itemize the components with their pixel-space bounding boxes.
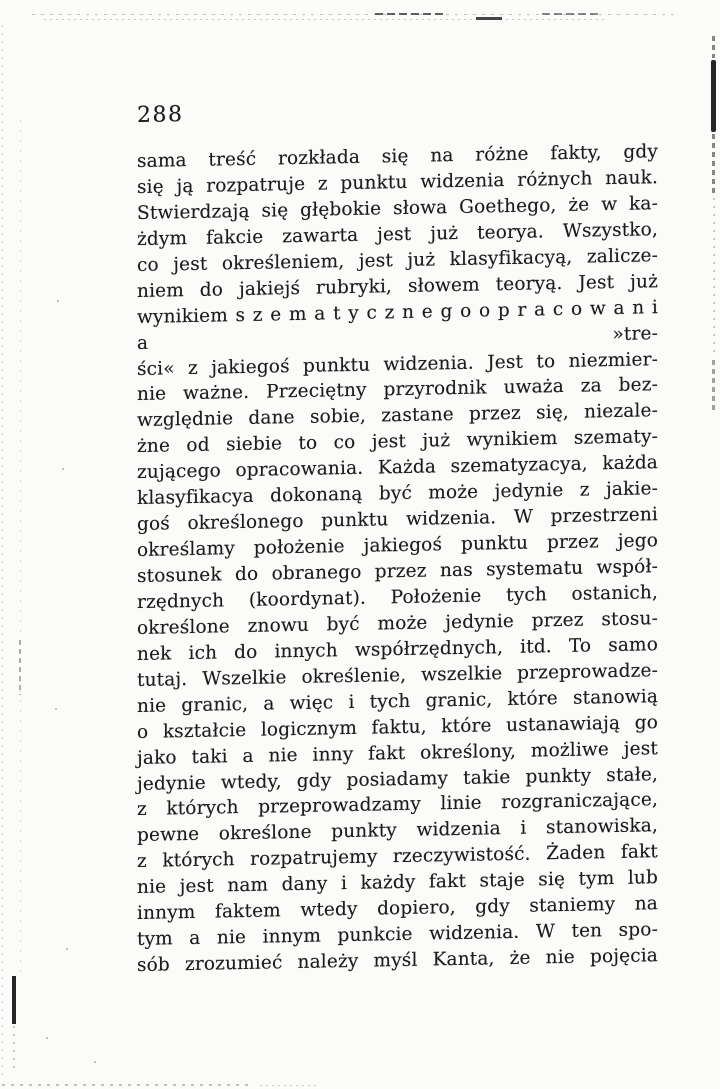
scan-artifact-right-bar-tail xyxy=(712,134,715,194)
body-text xyxy=(137,139,658,979)
text-line: określone znowu być może jedynie przez stosu- xyxy=(137,608,658,639)
text-line: stosunek do obranego przez nas systematu współ- xyxy=(137,556,658,587)
text-line: rzędnych (koordynat). Położenie tych ostanich, xyxy=(137,582,658,613)
text-line: o kształcie logicznym faktu, które ustanawiają go xyxy=(137,711,658,743)
text-line: się ją rozpatruje z punktu widzenia różnych nauk. xyxy=(137,167,658,198)
text-line: innym faktem wtedy dopiero, gdy staniemy na xyxy=(137,893,658,925)
text-line: żne od siebie to co jest już wynikiem szematy- xyxy=(137,426,658,458)
text-line: ści« z jakiegoś punktu widzenia. Jest to niezmier- xyxy=(137,348,658,380)
scan-artifact-left-dark-bar xyxy=(12,976,16,1024)
scan-artifact-right-dotted xyxy=(713,198,715,356)
text-line: sama treść rozkłada się na różne fakty, gdy xyxy=(137,141,658,172)
text-line: niem do jakiejś rubryki, słowem teoryą. Jest już xyxy=(137,270,658,302)
scan-artifact-right-dark-bar xyxy=(711,60,716,132)
text-block xyxy=(137,0,658,1089)
scan-artifact-left-dotted-line xyxy=(2,25,3,1075)
text-line: z których rozpatrujemy rzeczywistość. Żaden fakt xyxy=(137,841,658,873)
text-line: tutaj. Wszelkie określenie, wszelkie przeprowadze- xyxy=(137,659,658,691)
text-line: wynikiem s z e m a t y c z n e g o o p r a c o w a n i a »tre- xyxy=(137,296,658,354)
scan-speck xyxy=(57,300,59,302)
scan-speck xyxy=(62,468,64,470)
text-line: względnie dane sobie, zastane przez się, niezale- xyxy=(137,400,658,432)
text-line: Stwierdzają się głębokie słowa Goethego, że w ka- xyxy=(137,193,658,224)
page-number: 288 xyxy=(137,102,184,128)
text-line: nek ich do innych współrzędnych, itd. To samo xyxy=(137,633,658,665)
text-line: jedynie wtedy, gdy posiadamy takie punkty stałe, xyxy=(137,763,658,795)
text-line: co jest określeniem, jest już klasyfikacyą, zalicze- xyxy=(137,244,658,276)
text-line: sób zrozumieć należy myśl Kanta, że nie pojęcia xyxy=(137,945,658,977)
scan-artifact-left-dotted-line-2 xyxy=(20,120,21,975)
scan-artifact-left-bar-tail xyxy=(13,1026,15,1068)
scan-artifact-left-mid-dashes xyxy=(19,640,21,695)
text-line: określamy położenie jakiegoś punktu przez jego xyxy=(137,530,658,562)
text-line: jako taki a nie inny fakt określony, możliwe jest xyxy=(137,737,658,769)
text-line: klasyfikacya dokonaną być może jedynie z jakie- xyxy=(137,478,658,510)
text-line: goś określonego punktu widzenia. W przestrzeni xyxy=(137,504,658,536)
text-line: pewne określone punkty widzenia i stanowiska, xyxy=(137,815,658,847)
scan-speck xyxy=(55,708,57,710)
text-line: nie ważne. Przeciętny przyrodnik uważa za bez- xyxy=(137,374,658,406)
scan-artifact-right-lower-dashes xyxy=(712,360,715,412)
text-line: żdym fakcie zawarta jest już teorya. Wszystko, xyxy=(137,218,658,250)
text-line: zującego opracowania. Każda szematyzacya, każda xyxy=(137,452,658,484)
scan-speck xyxy=(94,1061,96,1063)
text-line: nie jest nam dany i każdy fakt staje się tym lub xyxy=(137,867,658,899)
scan-speck xyxy=(46,1037,48,1039)
text-line: tym a nie innym punkcie widzenia. W ten spo- xyxy=(137,919,658,951)
text-line: nie granic, a więc i tych granic, które stanowią xyxy=(137,685,658,717)
scan-artifact-right-top-dashes xyxy=(712,36,715,58)
scan-speck xyxy=(66,948,68,950)
text-line: z których przeprowadzamy linie rozgraniczające, xyxy=(137,789,658,821)
